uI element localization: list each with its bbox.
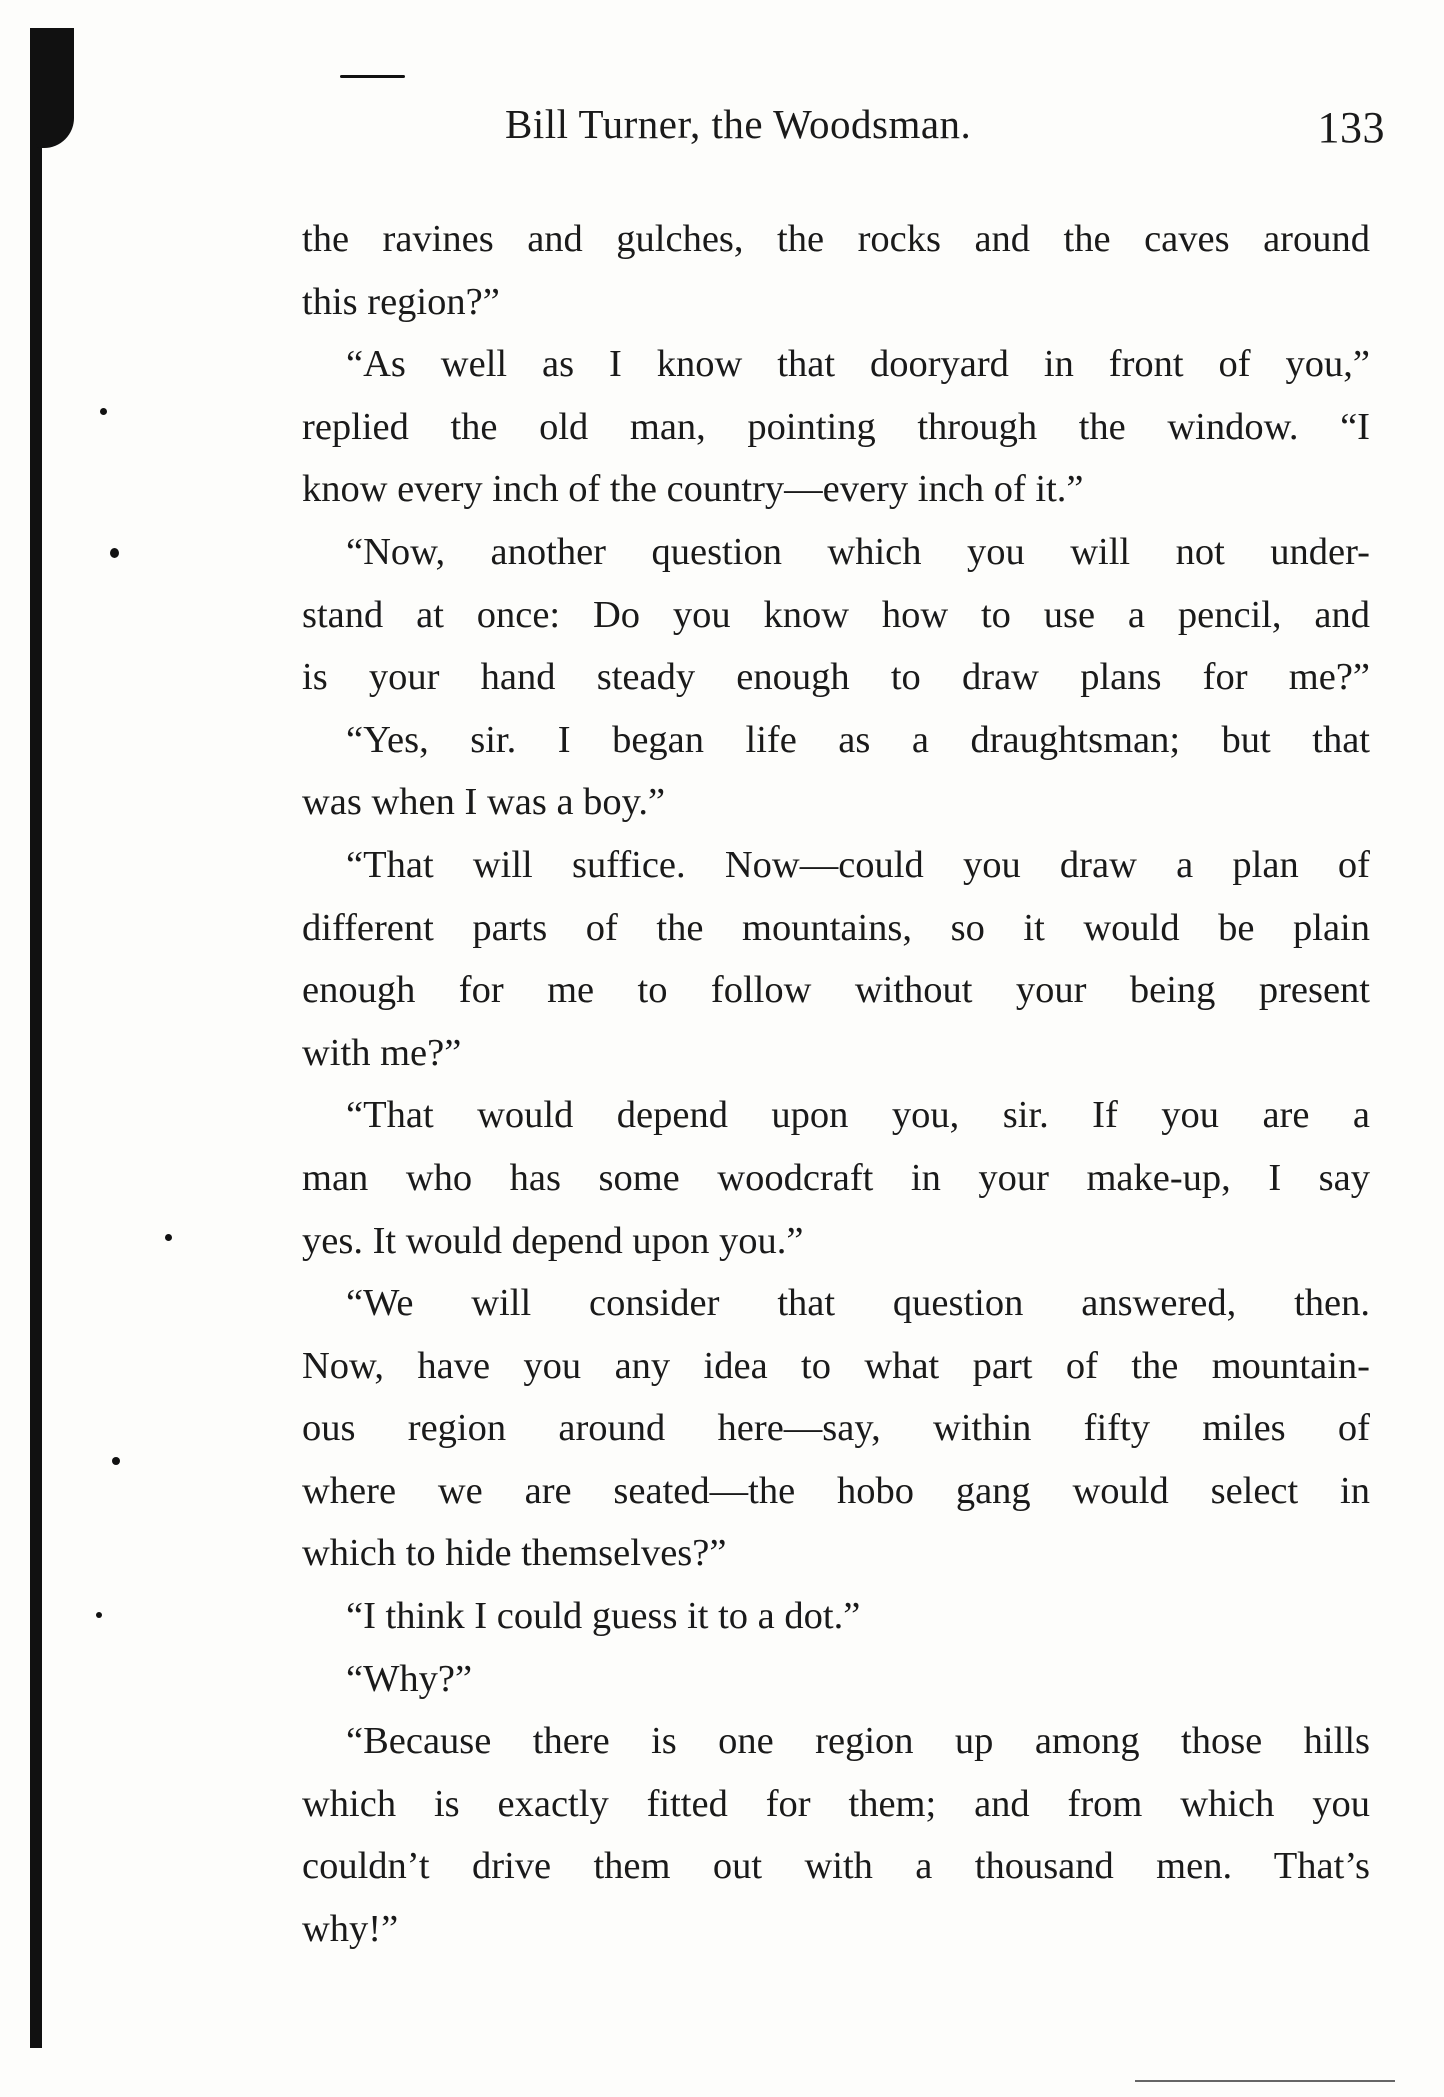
text-line: know every inch of the country—every inch of it.”	[302, 468, 1084, 511]
text-line: ous region around here—say, within fifty miles of	[302, 1407, 1370, 1450]
text-line: this region?”	[302, 280, 500, 323]
text-line: was when I was a boy.”	[302, 781, 666, 824]
text-line: which to hide themselves?”	[302, 1532, 727, 1575]
bottom-rule	[1135, 2080, 1395, 2082]
text-line: is your hand steady enough to draw plans for me?”	[302, 656, 1370, 699]
text-line: with me?”	[302, 1031, 462, 1074]
text-line: couldn’t drive them out with a thousand men. That’s	[302, 1845, 1370, 1888]
running-header	[505, 100, 1385, 160]
text-line: yes. It would depend upon you.”	[302, 1219, 804, 1262]
margin-speck	[96, 1612, 102, 1618]
text-line: man who has some woodcraft in your make-up, I say	[302, 1156, 1370, 1199]
text-line: the ravines and gulches, the rocks and the caves around	[302, 218, 1370, 260]
margin-speck	[100, 408, 107, 415]
page-number: 133	[1317, 103, 1385, 152]
text-line: “Because there is one region up among those hills	[346, 1720, 1370, 1763]
binding-ink-blot	[36, 28, 74, 148]
text-line: “We will consider that question answered, then.	[346, 1282, 1370, 1325]
text-line: “Now, another question which you will not under-	[346, 530, 1370, 573]
text-line: “Yes, sir. I began life as a draughtsman; but that	[346, 718, 1370, 761]
text-line: where we are seated—the hobo gang would select in	[302, 1469, 1370, 1512]
text-line: enough for me to follow without your being present	[302, 969, 1370, 1012]
margin-speck	[340, 75, 405, 78]
text-line: “As well as I know that dooryard in front of you,”	[346, 343, 1370, 386]
text-line: which is exactly fitted for them; and from which you	[302, 1782, 1370, 1825]
text-line: why!”	[302, 1908, 399, 1951]
text-line: replied the old man, pointing through the window. “I	[302, 405, 1370, 448]
margin-speck	[112, 1457, 120, 1465]
margin-speck	[165, 1234, 172, 1241]
text-line: Now, have you any idea to what part of the mountain-	[302, 1344, 1370, 1387]
text-line: “That would depend upon you, sir. If you are a	[346, 1094, 1370, 1137]
binding-edge	[30, 28, 42, 2048]
body-text	[302, 208, 1370, 1961]
margin-speck	[110, 548, 119, 558]
text-line: “That will suffice. Now—could you draw a plan of	[346, 843, 1370, 886]
text-line: “Why?”	[346, 1657, 473, 1700]
text-line: different parts of the mountains, so it would be plain	[302, 906, 1370, 949]
text-line: stand at once: Do you know how to use a pencil, and	[302, 593, 1370, 636]
running-title: Bill Turner, the Woodsman.	[505, 101, 972, 147]
text-line: “I think I could guess it to a dot.”	[346, 1595, 861, 1638]
